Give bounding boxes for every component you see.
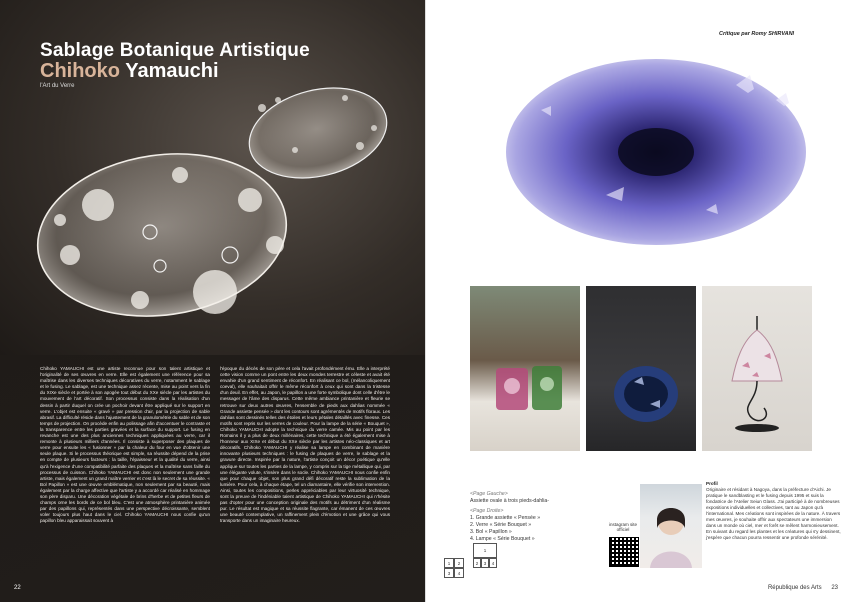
artist-profile (706, 481, 841, 541)
body-text-1: Chihoko YAMAUCHI est une artiste reconnue pour son talent artistique et l'originalité de ses œuvres en verre. Elle est également une référence pour sa maîtrise dans les diverses techniques décoratives du verre, notamment le sablage et le fusing. Le sablage, est une technique assez récente, mise au point vers la fin du XIXe siècle et portée à son apogée tout début du XXe siècle par les artistes du mouvement de l'art décoratif. Son processus consiste dans la réalisation d'un dessin à partir duquel on crée un pochoir devant être appliqué sur le support en verre. L'objet est ensuite « gravé » par pression d'air, par la projection de sable abrasif. La difficulté réside dans l'ajustement de la granulométrie du sable et de son temps de projection. On procède enfin au polissage afin d'accentuer le contraste et la transparence entre les parties gravées et la surface du support. Le fusing en revanche est une des plus anciennes techniques appliquées au verre, car il remonte à plusieurs milliers d'années. Il consiste à superposer des plaques de verre pour ensuite les « fusionner » par la chaleur du four en vue d'obtenir une seule plaque. Si le processus théorique est simple, sa réussite dépend de la prise en compte de plusieurs facteurs : la taille, l'épaisseur et la qualité du verre, ainsi qu'à l'exigence d'une compatibilité parfaite des plaques et la maîtrise sans faille du processus de cuisson. Chihoko YAMAUCHI est donc non seulement une grande artiste, mais également un grand maître verrier et c'est là le secret de sa réussite. « Bol Papillon » est une œuvre emblématique, non seulement par sa beauté, mais également par la charge affective que l'artiste y a accordé car réalisé en hommage son père disparu. Une décoration végétale de brins d'herbe et de petites fleurs de champs orne les bords de ce bol bleu. C'est une atmosphère printanière animée par des papillons qui, représentés dans une perspective décroissante, semblent voler toujours plus haut dans le ciel. Chihoko YAMAUCHI nous confie qu'un papillon bleu apparaissait souvent à (40, 366, 210, 524)
grid-cell: 4 (454, 568, 464, 578)
list-item: 1. Grande assiette « Pensée » (470, 515, 541, 521)
footer (768, 585, 838, 591)
glass-cups-photo (470, 286, 580, 451)
left-page-caption: Assiette ovale à trois pieds-dahlia- (470, 498, 550, 504)
body-text-2: l'époque du décès de son père et cela l'avait profondément ému. Elle a interprété cette vision comme un pont entre les deux mondes terrestre et céleste et avait été envahie d'un grand sentiment de réconfort. En réalisant ce bol, (mélancoliquement coeval), elle souhaitait offrir le même réconfort à ceux qui sont dans la tristesse d'un deuil. En effet, au Japon, le papillon a une forte symbolique dont celle d'être le messager de l'âme des disparus. Cette même ambiance printanière et fleurie se retrouve sur deux autres œuvres, l'ensemble de pieds aux dahlias nommée « Grande assiette pensée » dont les contours sont agrémentés de motifs floraux. Les dahlias sont dessinés telles des étoiles et leurs pétales détaillés avec finesse. Ces motifs sont repris sur les verres de couleur. Pour la lampe de la série « Bouquet », Chihoko YAMAUCHI adopte la technique du verre camée. Mis au point par les Romains il y a plus de deux millénaires, cette technique a été également mise à l'honneur aux XIXe et début du XXe siècle par les artistes néo-classiques et art décoratifs. Chihoko YAMAUCHI y réalise sa lampe en combinant de manière innovante plusieurs techniques : le fusing de plaques de verre, le sablage et la gravure directe. Inspirée par la nature, l'artiste conçoit un décor poétique qu'elle applique sur toutes les parties de la lampe, y compris sur la tige métallique qui, par une élégante volute, s'insère dans le socle. Chihoko YAMAUCHI nous confie enfin que pour chaque objet, son plus grand défi décoratif reste la sublimation de la lumière. Pour cela, à chaque étape, tel un diamantaire, elle vérifie son intervention. Ainsi, toutes les compositions, perles appréciables par leur virtuosité technique, sont la preuve de l'indéniable talent artistique de Chihoko YAMAUCHI qui n'hésite pas d'opter pour une conception originale des motifs au détriment d'un réalisme pur. Le résultat est magique et sa réussite flagrante, car émanent de ces œuvres une beauté contemplative, un raffinement plein d'émotion et une grâce qui vous transporte dans un imaginaire heureux. (220, 366, 390, 524)
back-plate (240, 74, 397, 191)
grid-cell: 1 (473, 543, 497, 558)
left-page-caption-head: <Page Gauche> (470, 491, 508, 497)
glass-cups-illustration (470, 286, 580, 451)
grid-cell: 2 (473, 558, 481, 568)
body-column-1 (40, 366, 210, 581)
grid-cell: 1 (444, 558, 454, 568)
lamp-illustration (702, 286, 812, 451)
article-title: Sablage Botanique Artistique (40, 40, 310, 61)
artist-name (40, 60, 219, 83)
artist-first-name: Chihoko (40, 60, 120, 82)
portrait-illustration (640, 484, 702, 568)
artist-portrait (640, 484, 702, 568)
caption-list (470, 491, 549, 543)
right-page-caption-head: <Page Droite> (470, 508, 504, 514)
grid-cell: 4 (489, 558, 497, 568)
bowl-illustration (426, 0, 850, 278)
butterfly-bowl-photo (426, 0, 850, 278)
grid-cell: 3 (481, 558, 489, 568)
qr-code-icon[interactable] (609, 537, 639, 567)
profile-heading: Profil (706, 481, 718, 486)
list-item: 3. Bol « Papillon » (470, 529, 512, 535)
qr-label: instagram site officiel (608, 522, 637, 532)
page-number-left: 22 (14, 585, 21, 591)
front-plate (27, 138, 297, 331)
butterfly-bowl-small-illustration (586, 286, 696, 451)
lamp-photo (702, 286, 812, 451)
body-column-2 (220, 366, 390, 581)
butterfly-bowl-small-photo (586, 286, 696, 451)
magazine-name: République des Arts (767, 585, 822, 591)
profile-text: Originaire et résidant à Nagoya, dans la préfecture d'Aichi. Je pratique le sandblasting et le fusing depuis 1995 et suis la fondatrice de l'Atelier Seiun Glass. J'ai participé à de nombreuses expositions individuelles et collectives, tant au Japon qu'à l'international. Mes créations sont inspirées de la nature. À travers mes œuvres, je souhaite offrir aux spectateurs une immersion dans un monde où ciel, mer et forêt se mêlent harmonieusement. En suivant du regard les plantes et les créatures qui s'y dessinent, j'espère que chacun pourra ressentir une profonde sérénité. (706, 487, 841, 540)
right-page (425, 0, 850, 602)
critique-credit: Critique par Romy SHIRVANI (719, 31, 795, 37)
bowl-center (618, 128, 694, 176)
list-item: 4. Lampe « Série Bouquet » (470, 536, 535, 542)
grid-cell: 2 (454, 558, 464, 568)
artist-last-name: Yamauchi (125, 60, 219, 82)
grid-cell: 3 (444, 568, 454, 578)
article-subtitle: l'Art du Verre (40, 83, 75, 89)
list-item: 2. Verre « Série Bouquet » (470, 522, 532, 528)
page-number-right: 23 (831, 585, 838, 591)
